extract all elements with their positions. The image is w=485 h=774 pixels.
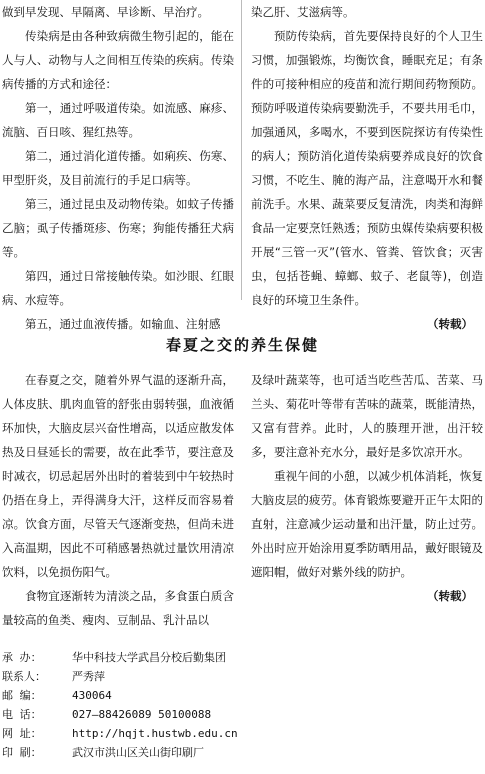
paragraph: 传染病是由各种致病微生物引起的，能在人与人、动物与人之间相互传染的疾病。传染病传播的方式和途径： — [2, 29, 234, 91]
article-headline: 春夏之交的养生保健 — [165, 336, 319, 354]
colophon-label: 承 办： — [2, 651, 42, 664]
colophon-row — [2, 705, 482, 724]
article-infectious-disease-column-1 — [2, 0, 234, 336]
colophon-value: 027—88426089 50100088 — [72, 708, 212, 721]
colophon-row — [2, 648, 482, 667]
colophon-row — [2, 743, 482, 762]
colophon-label: 网 址： — [2, 727, 42, 740]
colophon-value: 武汉市洪山区关山街印刷厂 — [72, 746, 204, 759]
colophon-row — [2, 667, 482, 686]
colophon — [2, 648, 482, 762]
article-body — [251, 0, 483, 312]
article-health-column-2 — [251, 368, 483, 608]
colophon-label: 电 话： — [2, 708, 42, 721]
colophon-row — [2, 686, 482, 705]
paragraph: 重视午间的小憩，以减少机体消耗，恢复大脑皮层的疲劳。体育锻炼要避开正午太阳的直射，注意减少运动量和出汗量，防止过劳。外出时应开始涂用夏季防晒用品，戴好眼镜及遮阳帽，做好对紫外线的防护。 — [251, 469, 483, 579]
paragraph: 食物宜逐渐转为清淡之品，多食蛋白质含量较高的鱼类、瘦肉、豆制品、乳汁品以 — [2, 589, 234, 627]
colophon-label: 邮 编： — [2, 689, 42, 702]
paragraph: 第三，通过昆虫及动物传染。如蚊子传播乙脑；虱子传播斑疹、伤寒；狗能传播狂犬病等。 — [2, 197, 234, 259]
paragraph: 做到早发现、早隔离、早诊断、早治疗。 — [2, 5, 209, 19]
paragraph: 染乙肝、艾滋病等。 — [251, 5, 355, 19]
paragraph: 第五，通过血液传播。如输血、注射感 — [25, 317, 221, 331]
colophon-value: 华中科技大学武昌分校后勤集团 — [72, 651, 226, 664]
paragraph: 第一，通过呼吸道传染。如流感、麻疹、流脑、百日咳、猩红热等。 — [2, 101, 234, 139]
paragraph: 第二，通过消化道传播。如痢疾、伤寒、甲型肝炎，及目前流行的手足口病等。 — [2, 149, 234, 187]
reprint-credit: （转载） — [427, 317, 473, 331]
article-infectious-disease-column-2 — [251, 0, 483, 336]
colophon-row — [2, 724, 482, 743]
article-body — [251, 368, 483, 584]
article-health-column-1 — [2, 368, 234, 632]
colophon-label: 印 刷： — [2, 746, 42, 759]
column-divider — [241, 0, 242, 300]
paragraph: 及绿叶蔬菜等，也可适当吃些苦瓜、苦菜、马兰头、菊花叶等带有苦味的蔬菜，既能清热，又富有营养。此时，人的腠理开泄，出汗较多，要注意补充水分，最好是多饮凉开水。 — [251, 373, 483, 459]
colophon-value: 严秀萍 — [72, 670, 105, 683]
paragraph: 预防传染病，首先要保持良好的个人卫生习惯，加强锻炼，均衡饮食，睡眠充足；有条件的可接种相应的疫苗和流行期间药物预防。预防呼吸道传染病要勤洗手，不要共用毛巾，加强通风，多喝水，不要到医院探访有传染性的病人；预防消化道传染病要养成良好的饮食习惯，不吃生、腌的海产品，注意喝开水和餐前洗手。水果、蔬菜要反复清洗，肉类和海鲜食品一定要烹饪熟透；预防虫媒传染病要积极开展“三管一灭”(管水、管粪、管饮食；灭害虫，包括苍蝇、蟑螂、蚊子、老鼠等)，创造良好的环境卫生条件。 — [251, 29, 483, 307]
reprint-credit: （转载） — [427, 589, 473, 603]
colophon-value: 430064 — [72, 689, 112, 702]
colophon-value: http://hqjt.hustwb.edu.cn — [72, 727, 238, 740]
paragraph: 在春夏之交，随着外界气温的逐渐升高，人体皮肤、肌肉血管的舒张由弱转强，血液循环加快，大脑皮层兴奋性增高，以适应散发体热及日昼延长的需要，故在此季节，要注意及时减衣，切忌起居外出时的着装到中午较热时仍捂在身上，弄得满身大汗，这样反而容易着凉。饮食方面，尽管天气逐渐变热，但尚未进入高温期，因此不可稍感暑热就过量饮用清凉饮料，以免损伤阳气。 — [2, 373, 234, 579]
colophon-label: 联系人： — [2, 670, 46, 683]
paragraph: 第四，通过日常接触传染。如沙眼、红眼病、水痘等。 — [2, 269, 234, 307]
